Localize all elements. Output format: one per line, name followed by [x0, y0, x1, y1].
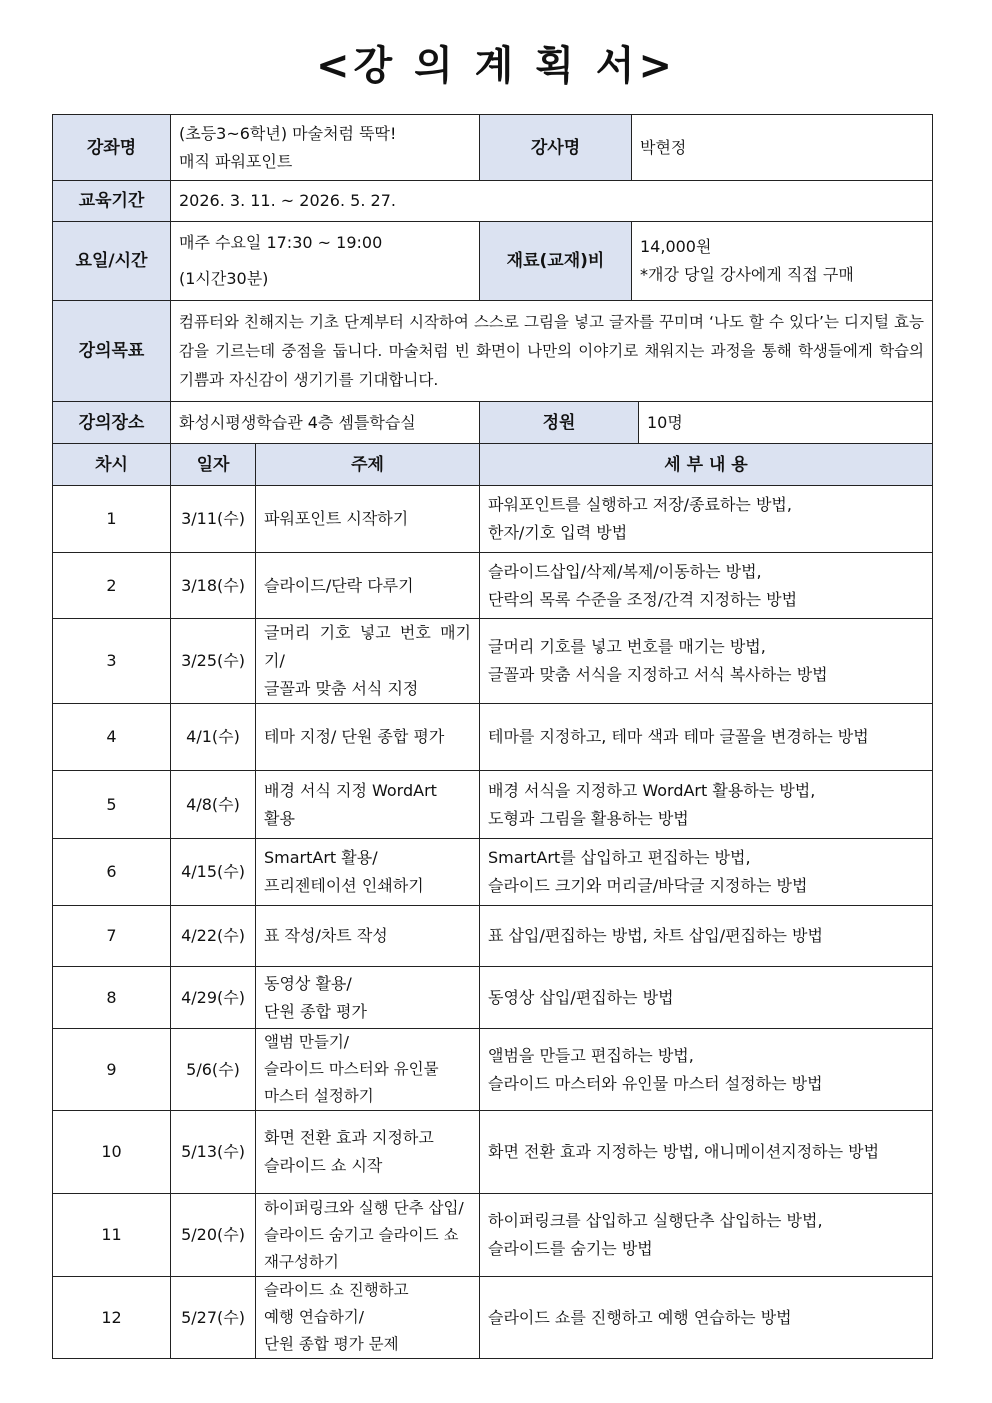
- table-row: [53, 704, 933, 771]
- table-row: [53, 771, 933, 839]
- session-no: 9: [53, 1029, 171, 1111]
- session-topic: 슬라이드 쇼 진행하고 예행 연습하기/ 단원 종합 평가 문제: [256, 1277, 480, 1359]
- header-session: 차시: [53, 444, 171, 486]
- goal-label: 강의목표: [53, 301, 171, 402]
- session-no: 6: [53, 839, 171, 906]
- table-row: [53, 1194, 933, 1277]
- period-label: 교육기간: [53, 181, 171, 222]
- session-no: 3: [53, 619, 171, 704]
- session-no: 5: [53, 771, 171, 839]
- session-no: 7: [53, 906, 171, 967]
- schedule-header-row: [53, 444, 933, 486]
- session-date: 3/18(수): [171, 553, 256, 619]
- table-row: [53, 553, 933, 619]
- place-label: 강의장소: [53, 402, 171, 444]
- fee-label: 재료(교재)비: [480, 222, 632, 301]
- session-detail: 파워포인트를 실행하고 저장/종료하는 방법, 한자/기호 입력 방법: [480, 486, 933, 553]
- session-no: 2: [53, 553, 171, 619]
- table-row: [53, 1277, 933, 1359]
- session-topic: 테마 지정/ 단원 종합 평가: [256, 704, 480, 771]
- session-no: 1: [53, 486, 171, 553]
- schedule-body: [53, 486, 933, 1359]
- session-date: 4/29(수): [171, 967, 256, 1029]
- session-no: 12: [53, 1277, 171, 1359]
- session-topic: 글머리 기호 넣고 번호 매기기/ 글꼴과 맞춤 서식 지정: [256, 619, 480, 704]
- period-value: 2026. 3. 11. ~ 2026. 5. 27.: [171, 181, 933, 222]
- session-date: 5/6(수): [171, 1029, 256, 1111]
- session-topic: 표 작성/차트 작성: [256, 906, 480, 967]
- time-value: 매주 수요일 17:30 ~ 19:00 (1시간30분): [171, 222, 480, 301]
- header-topic: 주제: [256, 444, 480, 486]
- session-detail: 앨범을 만들고 편집하는 방법, 슬라이드 마스터와 유인물 마스터 설정하는 방법: [480, 1029, 933, 1111]
- session-topic: 파워포인트 시작하기: [256, 486, 480, 553]
- session-date: 5/13(수): [171, 1111, 256, 1194]
- period-row: [53, 181, 933, 222]
- time-label: 요일/시간: [53, 222, 171, 301]
- lecture-plan-table: [52, 114, 933, 1359]
- session-date: 3/25(수): [171, 619, 256, 704]
- table-row: [53, 1111, 933, 1194]
- table-row: [53, 967, 933, 1029]
- course-label: 강좌명: [53, 115, 171, 181]
- place-row: [53, 402, 933, 444]
- session-detail: 배경 서식을 지정하고 WordArt 활용하는 방법, 도형과 그림을 활용하는 방법: [480, 771, 933, 839]
- session-topic: 동영상 활용/ 단원 종합 평가: [256, 967, 480, 1029]
- session-detail: 화면 전환 효과 지정하는 방법, 애니메이션지정하는 방법: [480, 1111, 933, 1194]
- capacity-label: 정원: [480, 402, 639, 444]
- session-no: 10: [53, 1111, 171, 1194]
- session-date: 5/20(수): [171, 1194, 256, 1277]
- header-detail: 세 부 내 용: [480, 444, 933, 486]
- session-date: 5/27(수): [171, 1277, 256, 1359]
- table-row: [53, 1029, 933, 1111]
- session-date: 4/15(수): [171, 839, 256, 906]
- session-date: 4/1(수): [171, 704, 256, 771]
- place-value: 화성시평생학습관 4층 셈틀학습실: [171, 402, 480, 444]
- goal-row: [53, 301, 933, 402]
- session-topic: 화면 전환 효과 지정하고 슬라이드 쇼 시작: [256, 1111, 480, 1194]
- session-topic: 슬라이드/단락 다루기: [256, 553, 480, 619]
- page-title: <강 의 계 획 서>: [316, 43, 676, 89]
- session-detail: 슬라이드삽입/삭제/복제/이동하는 방법, 단락의 목록 수준을 조정/간격 지정하는 방법: [480, 553, 933, 619]
- teacher-label: 강사명: [480, 115, 632, 181]
- session-detail: SmartArt를 삽입하고 편집하는 방법, 슬라이드 크기와 머리글/바닥글 지정하는 방법: [480, 839, 933, 906]
- session-detail: 표 삽입/편집하는 방법, 차트 삽입/편집하는 방법: [480, 906, 933, 967]
- table-row: [53, 839, 933, 906]
- table-row: [53, 486, 933, 553]
- session-date: 4/8(수): [171, 771, 256, 839]
- time-row: [53, 222, 933, 301]
- session-no: 11: [53, 1194, 171, 1277]
- session-topic: 하이퍼링크와 실행 단추 삽입/ 슬라이드 숨기고 슬라이드 쇼 재구성하기: [256, 1194, 480, 1277]
- header-date: 일자: [171, 444, 256, 486]
- session-topic: 앨범 만들기/ 슬라이드 마스터와 유인물 마스터 설정하기: [256, 1029, 480, 1111]
- session-detail: 동영상 삽입/편집하는 방법: [480, 967, 933, 1029]
- teacher-name: 박현정: [632, 115, 933, 181]
- session-date: 3/11(수): [171, 486, 256, 553]
- course-name: (초등3~6학년) 마술처럼 뚝딱! 매직 파워포인트: [171, 115, 480, 181]
- session-detail: 글머리 기호를 넣고 번호를 매기는 방법, 글꼴과 맞춤 서식을 지정하고 서식 복사하는 방법: [480, 619, 933, 704]
- session-topic: 배경 서식 지정 WordArt 활용: [256, 771, 480, 839]
- session-detail: 슬라이드 쇼를 진행하고 예행 연습하는 방법: [480, 1277, 933, 1359]
- table-row: [53, 619, 933, 704]
- session-detail: 하이퍼링크를 삽입하고 실행단추 삽입하는 방법, 슬라이드를 숨기는 방법: [480, 1194, 933, 1277]
- capacity-value: 10명: [639, 402, 933, 444]
- fee-value: 14,000원 *개강 당일 강사에게 직접 구매: [632, 222, 933, 301]
- session-topic: SmartArt 활용/ 프리젠테이션 인쇄하기: [256, 839, 480, 906]
- session-no: 8: [53, 967, 171, 1029]
- session-no: 4: [53, 704, 171, 771]
- session-detail: 테마를 지정하고, 테마 색과 테마 글꼴을 변경하는 방법: [480, 704, 933, 771]
- goal-text: 컴퓨터와 친해지는 기초 단계부터 시작하여 스스로 그림을 넣고 글자를 꾸미며 ‘나도 할 수 있다’는 디지털 효능감을 기르는데 중점을 둡니다. 마술처럼 빈 화면이 나만의 이야기로 채워지는 과정을 통해 학생들에게 학습의 기쁨과 자신감이 생기기를 기대합니다.: [171, 301, 933, 402]
- course-row: [53, 115, 933, 181]
- session-date: 4/22(수): [171, 906, 256, 967]
- table-row: [53, 906, 933, 967]
